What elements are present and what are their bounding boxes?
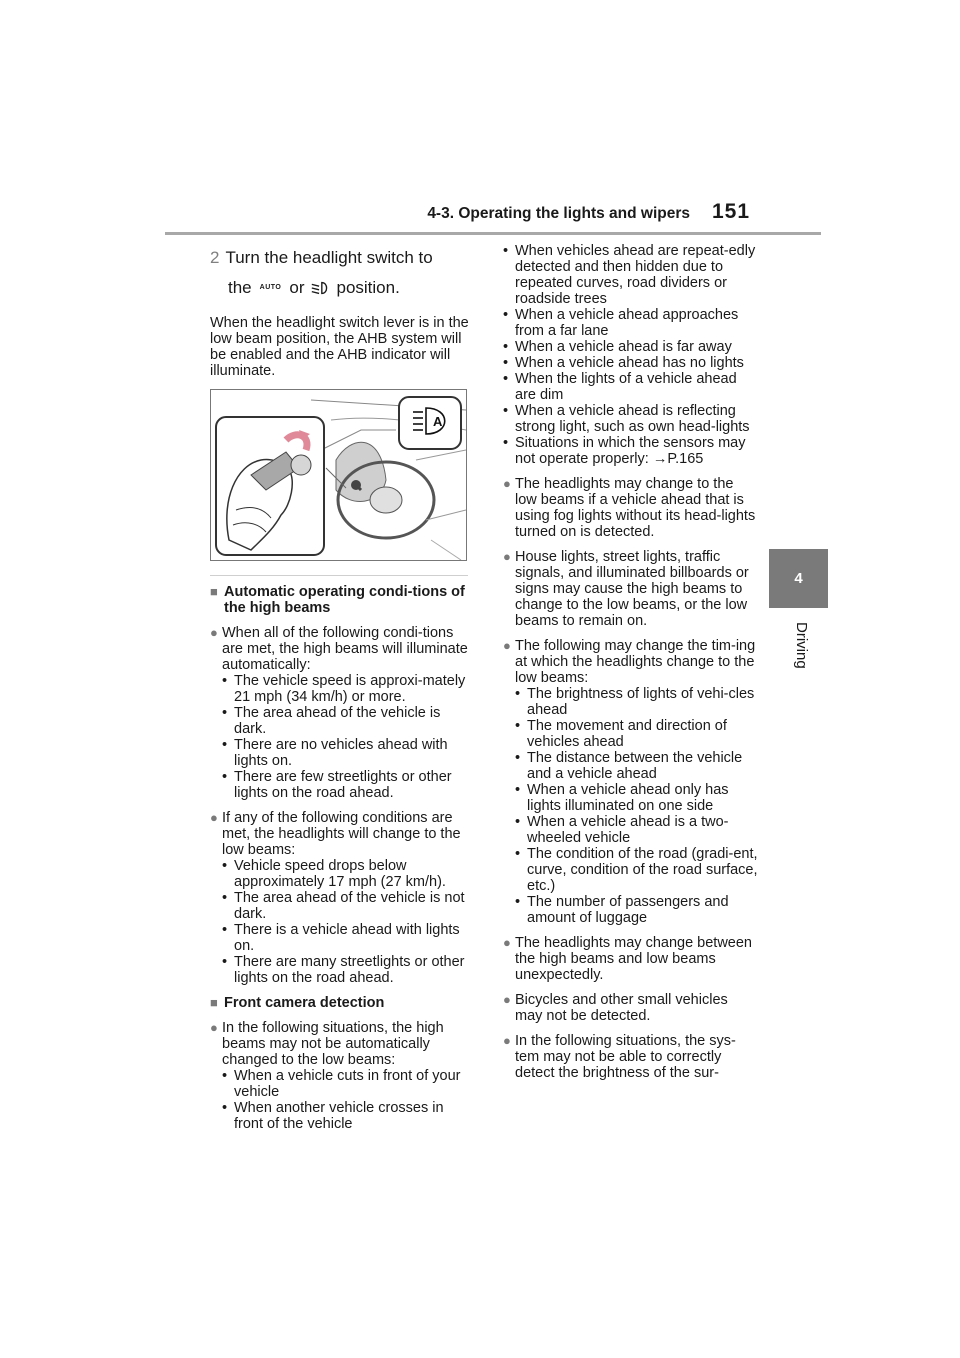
- step-text-line1: Turn the headlight switch to: [225, 248, 433, 267]
- circle-bullet-icon: ●: [210, 625, 218, 640]
- sub-bullet: • When a vehicle ahead is reflecting strong light, such as own head-lights: [503, 403, 750, 435]
- list-item: ● The headlights may change between the high beams and low beams unexpectedly.: [503, 935, 752, 983]
- sub-bullet: • There are no vehicles ahead with lights on.: [222, 737, 448, 769]
- circle-bullet-icon: ●: [503, 638, 511, 653]
- list-item: [210, 1020, 472, 1132]
- sub-bullet: • Situations in which the sensors may not operate properly: →P.165: [503, 435, 746, 467]
- circle-bullet-icon: ●: [503, 935, 511, 950]
- left-column: [210, 243, 472, 1141]
- chapter-label: Driving: [793, 622, 810, 669]
- list-item: ● The headlights may change to the low beams if a vehicle ahead that is using fog lights without its head-lights turned on is detected.: [503, 476, 756, 540]
- square-bullet-icon: ■: [210, 995, 218, 1010]
- step-number: 2: [210, 248, 220, 267]
- page-number: 151: [712, 200, 751, 223]
- sub-bullet: • When a vehicle ahead is a two-wheeled vehicle: [515, 814, 729, 846]
- section-heading-auto-high-beams: [210, 584, 472, 616]
- auto-position-icon: AUTO: [259, 284, 282, 291]
- circle-bullet-icon: ●: [503, 992, 511, 1007]
- square-bullet-icon: ■: [210, 584, 218, 599]
- sub-bullet: • There are few streetlights or other lights on the road ahead.: [222, 769, 452, 801]
- sub-bullet: • The area ahead of the vehicle is not dark.: [222, 890, 465, 922]
- item-text: When all of the following condi-tions are met, the high beams will illuminate automatically:: [222, 625, 468, 673]
- list-item: ● In the following situations, the sys-tem may not be able to correctly detect the brightness of the sur-: [503, 1033, 736, 1081]
- page-reference-arrow: →: [652, 451, 668, 467]
- chapter-number: 4: [794, 570, 803, 587]
- circle-bullet-icon: ●: [503, 476, 511, 491]
- circle-bullet-icon: ●: [210, 810, 218, 825]
- list-item: [210, 625, 472, 801]
- header-rule: [165, 232, 821, 235]
- ahb-indicator-letter: A: [433, 414, 443, 429]
- section-divider: [210, 575, 468, 576]
- page-reference-link[interactable]: P.165: [667, 451, 704, 467]
- step-text-the: the: [228, 278, 252, 297]
- continued-bullets: [503, 243, 758, 467]
- list-item: ● The following may change the tim-ing at which the headlights change to the low beams: • The brightness of lights of vehi-cles ahead • The movement and direction of vehicles ahead • The distance between the vehicle and a vehicle ahead • When a vehicle ahead only has lights illuminated on one side • When a vehicle ahead is a two-wheeled vehicle • The condition of the road (gradi-ent, curve, condition of the road surface, etc.) • The number of passengers and amount of luggage: [503, 638, 758, 926]
- section-heading-text: Front camera detection: [224, 995, 385, 1011]
- sub-bullet: • When vehicles ahead are repeat-edly detected and then hidden due to repeated curves, road dividers or roadside trees: [503, 243, 756, 307]
- sub-bullet: • Vehicle speed drops below approximately 17 mph (27 km/h).: [222, 858, 446, 890]
- circle-bullet-icon: ●: [503, 1033, 511, 1048]
- list-item: ● House lights, street lights, traffic signals, and illuminated billboards or signs may cause the high beams to change to the low beams, or the low beams to remain on.: [503, 549, 749, 629]
- circle-bullet-icon: ●: [503, 549, 511, 564]
- right-column: [503, 243, 758, 1090]
- sub-bullet: • The movement and direction of vehicles ahead: [515, 718, 727, 750]
- sub-bullet: • The distance between the vehicle and a vehicle ahead: [515, 750, 743, 782]
- sub-bullet: • When a vehicle cuts in front of your vehicle: [222, 1068, 461, 1100]
- headlight-switch-illustration: [210, 389, 467, 561]
- sub-bullet: • There is a vehicle ahead with lights on.: [222, 922, 460, 954]
- sub-bullet: • The vehicle speed is approxi-mately 21 mph (34 km/h) or more.: [222, 673, 466, 705]
- list-item: ● Bicycles and other small vehicles may not be detected.: [503, 992, 728, 1024]
- sub-bullet: • When a vehicle ahead only has lights illuminated on one side: [515, 782, 729, 814]
- section-title: 4-3. Operating the lights and wipers: [427, 205, 690, 222]
- list-item: [210, 810, 472, 986]
- sub-bullet: • There are many streetlights or other lights on the road ahead.: [222, 954, 465, 986]
- low-beam-icon: [310, 279, 330, 297]
- sub-bullet: • When a vehicle ahead approaches from a far lane: [503, 307, 739, 339]
- sub-bullet: • When a vehicle ahead is far away: [503, 339, 732, 355]
- item-text: If any of the following conditions are met, the headlights will change to the low beams:: [222, 810, 461, 858]
- sub-bullet: • When a vehicle ahead has no lights: [503, 355, 744, 371]
- section-heading-text: Automatic operating condi-tions of the high beams: [224, 584, 465, 616]
- chapter-tab: [769, 549, 828, 608]
- step-instruction: [210, 243, 472, 303]
- intro-text: When the headlight switch lever is in the low beam position, the AHB system will be enabled and the AHB indicator will illuminate.: [210, 315, 469, 379]
- step-text-position: position.: [336, 278, 400, 297]
- circle-bullet-icon: ●: [210, 1020, 218, 1035]
- dashboard-drawing: [211, 390, 466, 560]
- sub-bullet: • The brightness of lights of vehi-cles ahead: [515, 686, 755, 718]
- section-heading-camera: [210, 995, 472, 1011]
- sub-bullet: • The number of passengers and amount of luggage: [515, 894, 729, 926]
- sub-bullet: • The condition of the road (gradi-ent, curve, condition of the road surface, etc.): [515, 846, 758, 894]
- item-text: In the following situations, the high beams may not be automatically changed to the low beams:: [222, 1020, 444, 1068]
- sub-bullet: • The area ahead of the vehicle is dark.: [222, 705, 441, 737]
- step-text-or: or: [289, 278, 305, 297]
- sub-bullet: • When the lights of a vehicle ahead are dim: [503, 371, 737, 403]
- sub-bullet: • When another vehicle crosses in front of the vehicle: [222, 1100, 444, 1132]
